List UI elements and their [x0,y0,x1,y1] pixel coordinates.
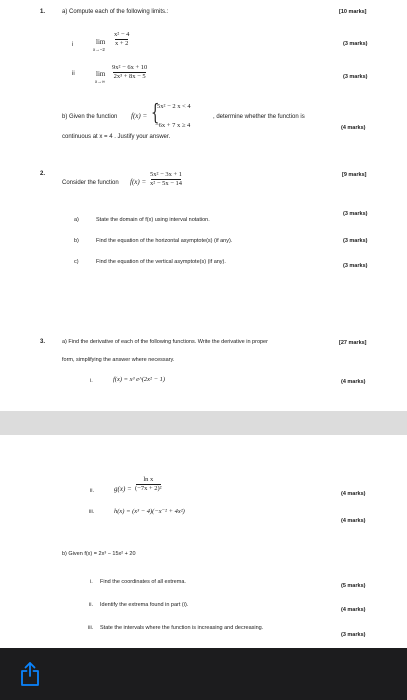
q3-i-expr: f(x) = x³ e^(2x² − 1) [113,376,166,383]
page-gap [0,411,407,435]
q1-i-denominator: x + 2 [114,40,129,47]
q2-part-text: Find the equation of the horizontal asymptote(s) (if any). [96,238,233,244]
q2-part-marks: (3 marks) [343,211,368,217]
q1-number: 1. [40,9,46,15]
piecewise-brace: { [151,101,160,126]
q2-total-marks: [9 marks] [342,172,367,178]
q1-ii-label: ii [72,71,75,77]
q2-fx: f(x) = [130,178,147,186]
q3-b-part-text: State the intervals where the function is increasing and decreasing. [100,625,264,631]
q1-i-marks: (3 marks) [343,41,368,47]
q3-b-part-marks: (5 marks) [341,583,366,589]
q1-ii-denominator: 2x³ + 8x − 5 [113,73,146,80]
q1-i-numerator: x² − 4 [114,31,130,38]
q2-fraction [150,171,182,188]
q3-b-text: b) Given f(x) = 2x³ − 15x² + 20 [62,551,136,557]
q3-b-part-label: iii. [88,625,94,631]
q3-b-part-text: Find the coordinates of all extrema. [100,579,186,585]
q3-a-text: a) Find the derivative of each of the following functions. Write the derivative in proper [62,339,268,345]
q3-iii-marks: (4 marks) [341,518,366,524]
q1-b-text3: continuous at x = 4 . Justify your answer. [62,134,171,140]
q2-part-marks: (3 marks) [343,263,368,269]
q3-ii-marks: (4 marks) [341,491,366,497]
q2-part-label: a) [74,217,79,223]
q3-b-part-marks: (4 marks) [341,607,366,613]
q3-total-marks: [27 marks] [339,340,367,346]
q1-ii-numerator: 9x² − 6x + 10 [112,64,148,71]
q2-denominator: x² − 5x − 14 [150,180,183,187]
q2-part-label: c) [74,259,79,265]
q1-total-marks: [10 marks] [339,9,367,15]
q3-a-text2: form, simplifying the answer where necessary. [62,357,175,363]
q3-ii-denominator: (−7x + 2)² [135,485,162,492]
share-icon[interactable] [18,661,42,687]
q1-ii-marks: (3 marks) [343,74,368,80]
q1-b-case1: 5x² − 2 x < 4 [157,103,191,110]
q3-ii-fraction [135,476,162,493]
q3-ii-numerator: ln x [143,476,154,483]
q3-number: 3. [40,339,46,345]
q2-intro: Consider the function [62,180,119,186]
q3-b-part-text: Identify the extrema found in part (i). [100,602,189,608]
q1-b-fx: f(x) = [131,112,148,120]
q3-b-part-label: ii. [89,602,93,608]
q3-iii-expr: h(x) = (x³ − 4)(−x⁻² + 4x²) [114,508,185,515]
q1-i-lim-sub: x→−2 [93,47,105,52]
q3-b-part-marks: (3 marks) [341,632,366,638]
q1-ii-fraction [112,64,147,81]
q2-number: 2. [40,171,46,177]
q1-i-fraction [114,31,129,48]
q1-a-text: a) Compute each of the following limits.: [62,9,169,15]
q1-b-case2: −6x + 7 x ≥ 4 [155,122,191,129]
q1-ii-lim: lim [96,70,106,78]
q1-b-text: b) Given the function [62,114,118,120]
document-page-2 [0,435,407,648]
q2-numerator: 5x² − 3x + 1 [150,171,183,178]
q3-i-label: i. [90,378,93,384]
q3-i-marks: (4 marks) [341,379,366,385]
q1-ii-lim-sub: x→∞ [95,79,105,84]
q2-part-marks: (3 marks) [343,238,368,244]
q1-b-marks: (4 marks) [341,125,366,131]
q1-b-text2: , determine whether the function is [213,114,305,120]
q1-i-label: i [72,42,74,48]
q1-i-lim: lim [96,38,106,46]
q3-ii-label: ii. [90,488,94,494]
q2-part-label: b) [74,238,79,244]
q2-part-text: State the domain of f(x) using interval notation. [96,217,210,223]
q3-iii-label: iii. [89,509,95,515]
q3-b-part-label: i. [90,579,93,585]
q2-part-text: Find the equation of the vertical asymptote(s) (if any). [96,259,226,265]
q3-ii-g: g(x) = [114,485,132,493]
bottom-toolbar [0,648,407,700]
